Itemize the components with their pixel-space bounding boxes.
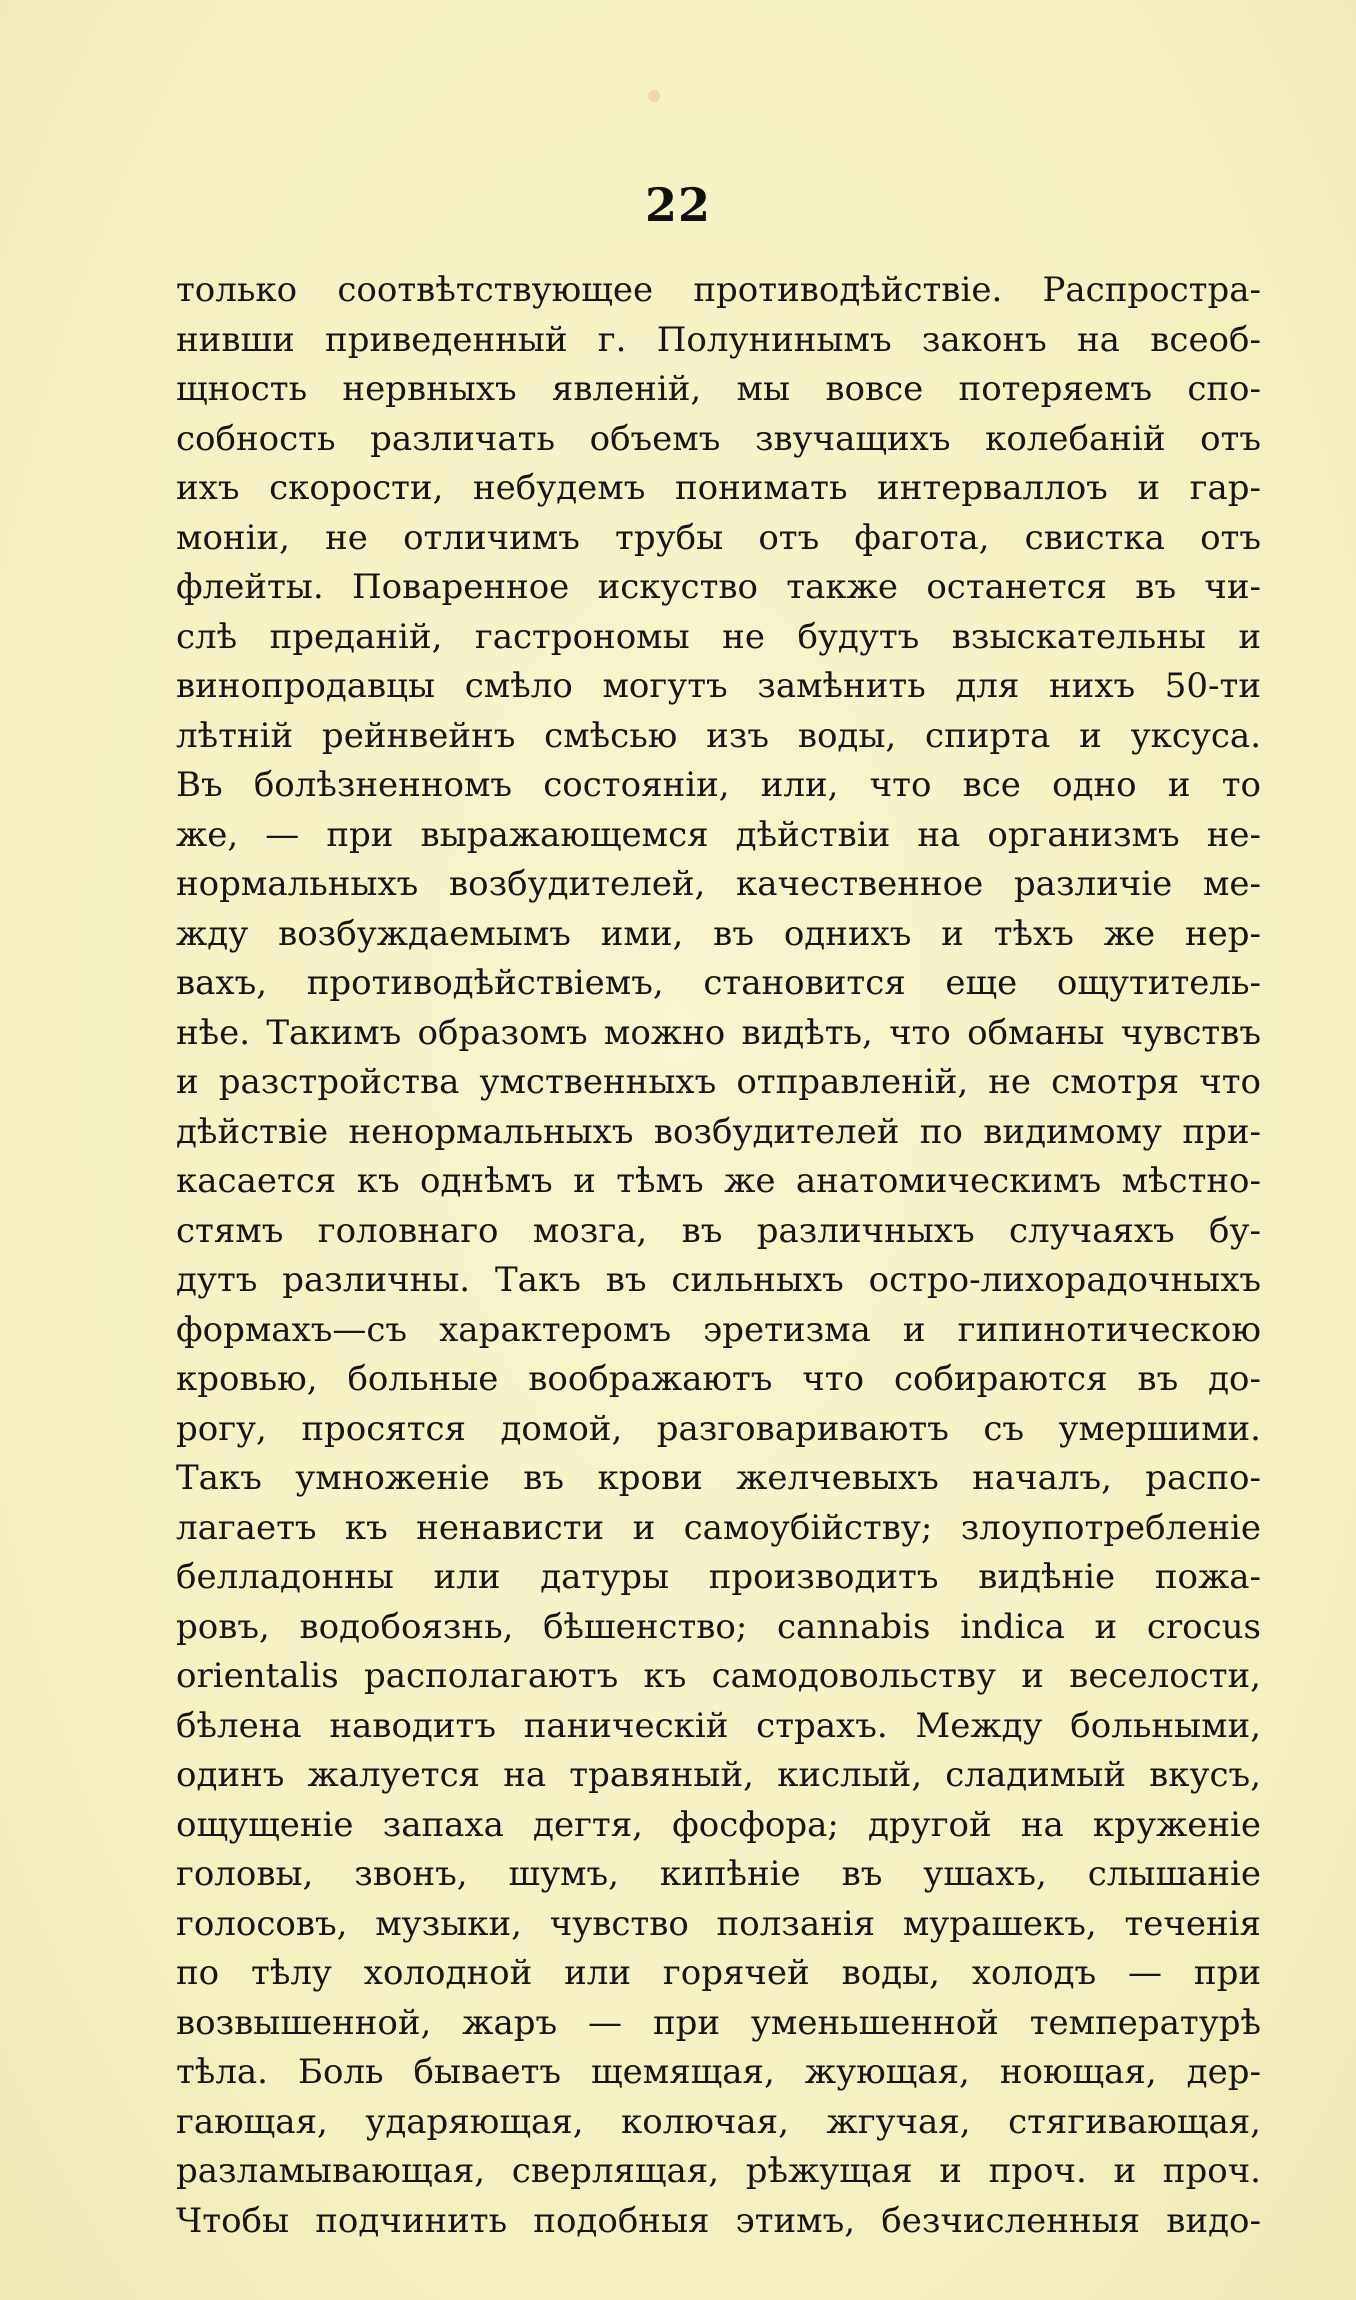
text-line: бѣлена наводитъ паническiй страхъ. Между больными,	[176, 1705, 1261, 1746]
text-line: белладонны или датуры производитъ видѣнiе пожа-	[176, 1557, 1261, 1597]
text-line: кровью, больные воображаютъ что собираются въ до-	[176, 1359, 1261, 1399]
text-line: вахъ, противодѣйствiемъ, становится еще ощутитель-	[176, 963, 1261, 1003]
text-line: только соотвѣтствующее противодѣйствiе. Распростра-	[176, 270, 1261, 310]
text-line: одинъ жалуется на травяный, кислый, сладимый вкусъ,	[176, 1755, 1261, 1795]
text-line: по тѣлу холодной или горячей воды, холодъ — при	[176, 1953, 1261, 1993]
text-line: нормальныхъ возбудителей, качественное различiе ме-	[176, 864, 1261, 904]
text-line: и разстройства умственныхъ отправленiй, не смотря что	[176, 1062, 1261, 1102]
text-line: Въ болѣзненномъ состоянiи, или, что все одно и то	[176, 765, 1261, 805]
text-line: головы, звонъ, шумъ, кипѣнiе въ ушахъ, слышанiе	[176, 1854, 1261, 1894]
text-line: лѣтнiй рейнвейнъ смѣсью изъ воды, спирта и уксуса.	[176, 715, 1261, 756]
text-line: нивши приведенный г. Полунинымъ законъ на всеоб-	[176, 319, 1261, 360]
text-line: гающая, ударяющая, колючая, жгучая, стягивающая,	[176, 2101, 1261, 2142]
body-text	[176, 266, 1261, 2246]
text-line: дутъ различны. Такъ въ сильныхъ остро-лихорадочныхъ	[176, 1260, 1261, 1300]
text-line: ихъ скорости, небудемъ понимать интерваллоъ и гар-	[176, 468, 1261, 508]
text-line: же, — при выражающемся дѣйствiи на организмъ не-	[176, 814, 1261, 855]
text-line: стямъ головнаго мозга, въ различныхъ случаяхъ бу-	[176, 1210, 1261, 1251]
text-line: касается къ однѣмъ и тѣмъ же анатомическимъ мѣстно-	[176, 1161, 1261, 1201]
text-line: формахъ—съ характеромъ эретизма и гипинотическою	[176, 1309, 1261, 1350]
text-line: щность нервныхъ явленiй, мы вовсе потеряемъ спо-	[176, 369, 1261, 409]
ink-spot	[648, 90, 660, 102]
text-line: ровъ, водобоязнь, бѣшенство; cannabis indica и crocus	[176, 1606, 1261, 1647]
text-line: монiи, не отличимъ трубы отъ фагота, свистка отъ	[176, 517, 1261, 558]
text-line: голосовъ, музыки, чувство ползанiя мурашекъ, теченiя	[176, 1903, 1261, 1944]
text-line: жду возбуждаемымъ ими, въ однихъ и тѣхъ же нер-	[176, 913, 1261, 954]
text-line: дѣйствiе ненормальныхъ возбудителей по видимому при-	[176, 1111, 1261, 1152]
text-line: Такъ умноженiе въ крови желчевыхъ началъ, распо-	[176, 1458, 1261, 1498]
text-line: флейты. Поваренное искуство также останется въ чи-	[176, 567, 1261, 607]
text-line: разламывающая, сверлящая, рѣжущая и проч. и проч.	[176, 2151, 1261, 2191]
text-line: винопродавцы смѣло могутъ замѣнить для нихъ 50-ти	[176, 666, 1261, 706]
text-line: Чтобы подчинить подобныя этимъ, безчисленныя видо-	[176, 2200, 1261, 2241]
text-line: нѣе. Такимъ образомъ можно видѣть, что обманы чувствъ	[176, 1012, 1261, 1053]
text-line: рогу, просятся домой, разговариваютъ съ умершими.	[176, 1408, 1261, 1449]
text-line: собность различать объемъ звучащихъ колебанiй отъ	[176, 418, 1261, 459]
text-line: тѣла. Боль бываетъ щемящая, жующая, ноющая, дер-	[176, 2052, 1261, 2092]
page-number: 22	[644, 178, 711, 232]
text-line: возвышенной, жаръ — при уменьшенной температурѣ	[176, 2002, 1261, 2043]
text-line: слѣ преданiй, гастрономы не будутъ взыскательны и	[176, 616, 1261, 657]
text-line: лагаетъ къ ненависти и самоубiйству; злоупотребленiе	[176, 1507, 1261, 1548]
text-line: ощущенiе запаха дегтя, фосфора; другой на круженiе	[176, 1804, 1261, 1845]
text-line: orientalis располагаютъ къ самодовольству и веселости,	[176, 1656, 1261, 1696]
